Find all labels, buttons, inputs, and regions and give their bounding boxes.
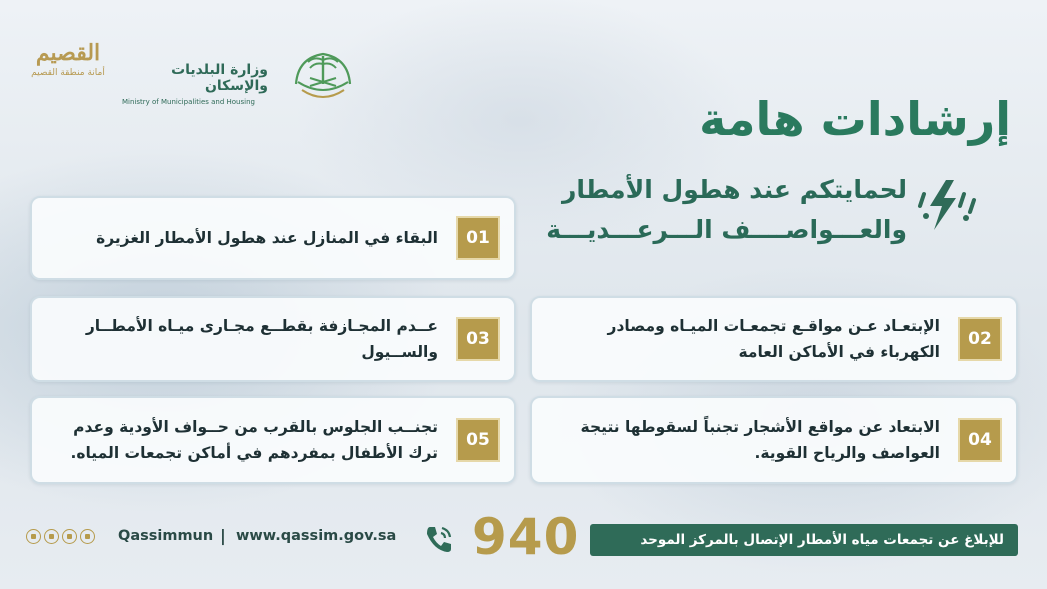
guideline-card-03	[30, 296, 516, 382]
guideline-text: البقاء في المنازل عند هطول الأمطار الغزيرة	[96, 229, 438, 247]
guideline-number: 02	[958, 317, 1002, 361]
storm-icon	[916, 176, 986, 236]
x-icon[interactable]	[44, 529, 59, 544]
guideline-number: 03	[456, 317, 500, 361]
subtitle-line-1: لحمايتكم عند هطول الأمطار	[562, 175, 907, 204]
social-handle[interactable]: Qassimmun	[118, 528, 214, 544]
guideline-card-01	[30, 196, 516, 280]
guideline-number: 05	[456, 418, 500, 462]
phone-icon	[422, 522, 456, 556]
guideline-number: 04	[958, 418, 1002, 462]
subtitle-line-2: والعـــواصــــف الـــرعـــديـــة	[546, 215, 907, 244]
guideline-text: تجنــب الجلوس بالقرب من حــواف الأودية وعدم ترك الأطفال بمفردهم في أماكن تجمعات المياه.	[70, 418, 438, 462]
qassim-logo	[30, 42, 106, 110]
saudi-emblem-icon	[288, 44, 358, 106]
guideline-text: الابتعاد عن مواقع الأشجار تجنباً لسقوطها نتيجة العواصف والرياح القوية.	[580, 418, 940, 462]
website-link[interactable]: www.qassim.gov.sa	[236, 528, 397, 544]
social-icons	[26, 529, 95, 544]
ministry-logo	[122, 62, 282, 106]
guideline-number: 01	[456, 216, 500, 260]
guideline-card-02	[530, 296, 1018, 382]
page-subtitle	[546, 170, 907, 250]
ministry-name-en: Ministry of Municipalities and Housing	[122, 98, 255, 106]
qassim-logo-subtext: أمانة منطقة القصيم	[31, 68, 105, 78]
youtube-icon[interactable]	[26, 529, 41, 544]
guideline-card-04	[530, 396, 1018, 484]
qassim-logo-text: القصيم	[35, 40, 101, 66]
instagram-icon[interactable]	[62, 529, 77, 544]
footer-separator: |	[220, 526, 226, 545]
report-banner: للإبلاغ عن تجمعات مياه الأمطار الإتصال بالمركز الموحد	[590, 524, 1018, 556]
hotline-number[interactable]: 940	[472, 508, 580, 566]
guideline-text: الإبتعـاد عـن مواقـع تجمعـات الميـاه ومصادر الكهرباء في الأماكن العامة	[607, 317, 940, 361]
page-title: إرشادات هامة	[699, 92, 1011, 146]
ministry-name-ar: وزارة البلديات والإسكان	[171, 62, 268, 94]
guideline-card-05	[30, 396, 516, 484]
guideline-text: عــدم المجـازفة بقطــع مجـارى ميـاه الأمطــار والســيول	[85, 317, 438, 361]
snapchat-icon[interactable]	[80, 529, 95, 544]
